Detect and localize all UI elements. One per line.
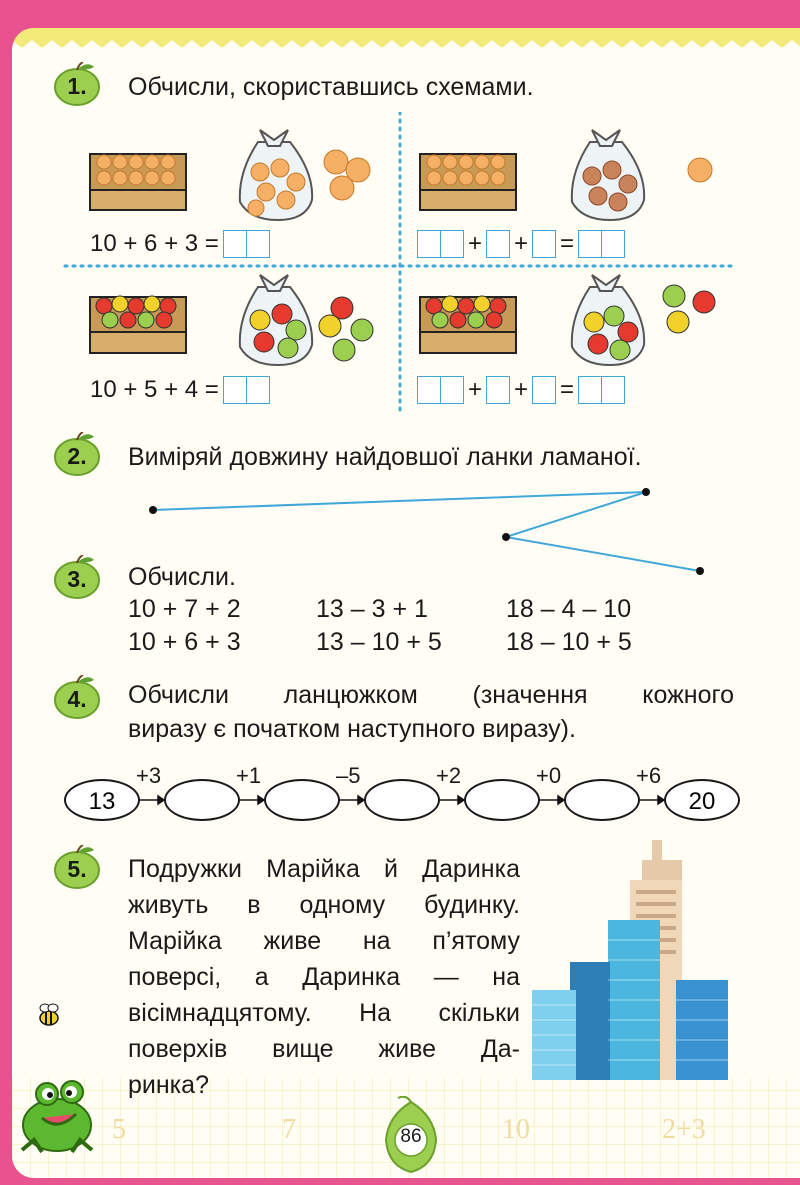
chain-end: 20 [664, 779, 740, 821]
chain-op: +6 [636, 763, 662, 788]
apple-bag-icon [572, 275, 644, 365]
apple-box-icon [420, 296, 516, 353]
answer-box[interactable] [247, 376, 270, 404]
equation-apples: 10 + 5 + 4 = [90, 376, 270, 404]
answer-box[interactable] [247, 230, 270, 258]
task5-line: Марійка живе на п’ятому [128, 927, 520, 955]
task4-line2: виразу є початком наступного виразу). [128, 715, 576, 743]
cookie-bag-icon [240, 130, 312, 220]
task-number-badge: 3. [52, 555, 102, 599]
svg-text:5: 5 [112, 1114, 126, 1145]
apples-icon [663, 285, 715, 333]
answer-box[interactable] [532, 376, 556, 404]
cookie-box-icon [90, 154, 186, 210]
task4-line1: Обчисли ланцюжком (значення кожного [128, 681, 734, 709]
apple-box-icon [90, 296, 186, 353]
cookies-icon [324, 150, 370, 200]
task5-line: ринка? [128, 1071, 209, 1099]
task3-expr: 18 – 10 + 5 [506, 628, 632, 656]
task3-title: Обчисли. [128, 563, 236, 591]
bee-icon [34, 1000, 64, 1030]
task3-expr: 13 – 10 + 5 [316, 628, 442, 656]
apple-bag-icon [240, 275, 312, 365]
cookie-bag-icon [572, 130, 644, 220]
chain-op: +1 [236, 763, 262, 788]
chain-blank[interactable] [364, 779, 440, 821]
equation-cookies-blank: + + = [417, 230, 625, 258]
chain-op: +2 [436, 763, 462, 788]
chain-blank[interactable] [464, 779, 540, 821]
equation-apples-blank: + + = [417, 376, 625, 404]
task1-title: Обчисли, скориставшись схемами. [128, 73, 534, 101]
answer-box[interactable] [578, 230, 602, 258]
chain-op: –5 [336, 763, 361, 788]
svg-text:10: 10 [502, 1114, 530, 1145]
task3-expr: 18 – 4 – 10 [506, 595, 632, 623]
answer-box[interactable] [223, 230, 247, 258]
task-number-badge: 1. [52, 62, 102, 106]
task-number-badge: 4. [52, 675, 102, 719]
task5-line: живуть в одному будинку. [128, 891, 520, 919]
answer-box[interactable] [441, 376, 464, 404]
answer-box[interactable] [602, 376, 625, 404]
task3-expr: 10 + 7 + 2 [128, 595, 241, 623]
skyscrapers-illustration [530, 840, 730, 1080]
task2-title: Виміряй довжину найдовшої ланки ламаної. [128, 443, 642, 471]
task1-schemes [60, 112, 740, 414]
chain-op: +0 [536, 763, 562, 788]
svg-text:7: 7 [282, 1114, 296, 1145]
apples-icon [319, 297, 373, 361]
task5-line: Подружки Марійка й Даринка [128, 855, 520, 883]
answer-box[interactable] [578, 376, 602, 404]
frog-icon [12, 1070, 102, 1160]
answer-box[interactable] [486, 230, 510, 258]
cookies-icon [688, 158, 712, 182]
task-number-badge: 5. [52, 845, 102, 889]
answer-box[interactable] [223, 376, 247, 404]
task5-line: поверсі, а Даринка — на [128, 963, 520, 991]
task3-expr: 10 + 6 + 3 [128, 628, 241, 656]
task5-line: поверхів вище живе Да- [128, 1035, 520, 1063]
answer-box[interactable] [441, 230, 464, 258]
answer-box[interactable] [417, 376, 441, 404]
task3-expr: 13 – 3 + 1 [316, 595, 428, 623]
chain-start: 13 [64, 779, 140, 821]
chain-blank[interactable] [564, 779, 640, 821]
page-number: 86 [400, 1126, 422, 1147]
task-number-badge: 2. [52, 432, 102, 476]
equation-cookies: 10 + 6 + 3 = [90, 230, 270, 258]
answer-box[interactable] [602, 230, 625, 258]
svg-text:2+3: 2+3 [662, 1114, 706, 1145]
task5-line: вісімнадцятому. На скільки [128, 999, 520, 1027]
chain-op: +3 [136, 763, 162, 788]
answer-box[interactable] [532, 230, 556, 258]
chain-blank[interactable] [164, 779, 240, 821]
answer-box[interactable] [417, 230, 441, 258]
cookie-box-icon [420, 154, 516, 210]
chain-blank[interactable] [264, 779, 340, 821]
answer-box[interactable] [486, 376, 510, 404]
